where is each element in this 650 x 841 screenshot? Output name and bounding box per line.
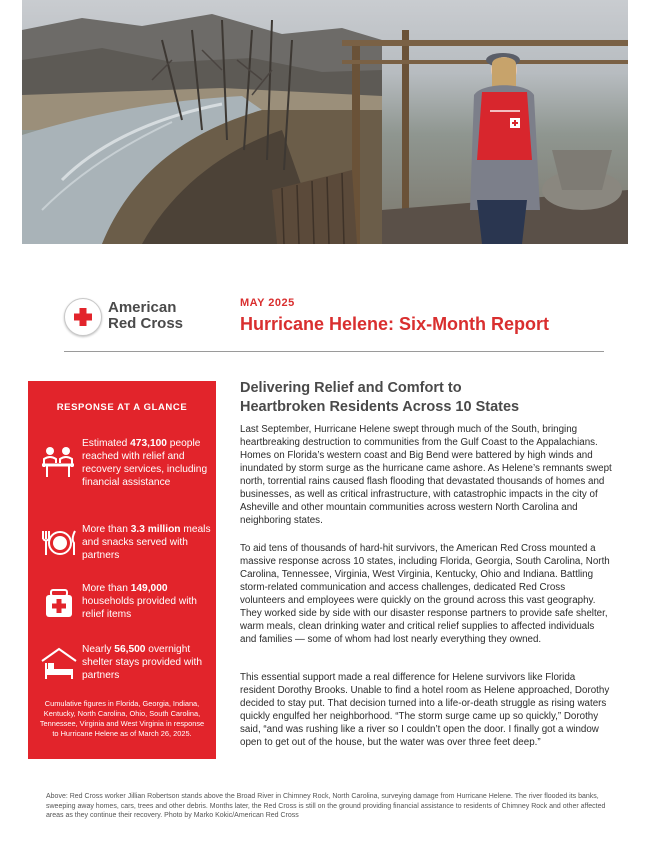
stat-value: 473,100 [130, 438, 167, 449]
article-paragraph-3: This essential support made a real difference for Helene survivors like Florida resident Dorothy Brooks. Unable to find a hotel room as Helene approached, Dorothy decided to stay put. That decision turned into a life-or-death struggle as rising waters quickly engulfed her neighborhood. “The storm surge came up so quickly,” Dorothy said, “and was rushing like a river so I couldn’t open the door. I finally got a window open to get out of the house, but the water was over three feet deep.” [240, 672, 610, 748]
logo-line-2: Red Cross [108, 315, 184, 332]
stat-prefix: More than [82, 583, 131, 594]
stat-suffix: meals and snacks served with partners [82, 524, 211, 561]
photo-caption: Above: Red Cross worker Jillian Robertson stands above the Broad River in Chimney Rock, North Carolina, surveying damage from Hurricane Helene. The river flooded its banks, sweeping away homes, cars, trees and other debris. Months later, the Red Cross is still on the ground providing financial assistance to residents of Chimney Rock and other affected areas as they continue their recovery. Photo by Marko Kokic/American Red Cross [46, 793, 606, 819]
article-title-line-2: Heartbroken Residents Across 10 States [240, 399, 520, 415]
stat-prefix: More than [82, 524, 131, 535]
red-cross-emblem-icon [64, 298, 102, 336]
stat-value: 3.3 million [130, 524, 181, 535]
response-at-a-glance-panel [28, 381, 216, 759]
report-date: MAY 2025 [240, 297, 295, 309]
stat-prefix: Nearly [82, 644, 115, 655]
header-divider [64, 351, 604, 352]
stat-text [82, 643, 212, 682]
stat-suffix: households provided with relief items [82, 596, 197, 620]
stat-suffix: people reached with relief and recovery services, including financial assistance [82, 438, 208, 488]
shelter-bed-icon [38, 641, 82, 685]
stat-text [82, 582, 212, 621]
stat-text [82, 437, 212, 489]
plate-utensils-icon [38, 521, 82, 565]
stat-suffix: overnight shelter stays provided with partners [82, 644, 203, 681]
report-title: Hurricane Helene: Six-Month Report [240, 314, 550, 334]
red-cross-logo [64, 298, 214, 338]
people-reception-icon [38, 441, 82, 485]
logo-wordmark [108, 300, 183, 332]
article-title-line-1: Delivering Relief and Comfort to [240, 380, 462, 396]
article-title [240, 379, 610, 417]
article-paragraph-1: Last September, Hurricane Helene swept through much of the South, bringing heartbreaking destruction to communities from the Gulf Coast to the Appalachians. Homes on Florida’s western coast and Big Bend were battered by high winds and inundated by storm surge as the hurricane came ashore. As Helene’s remnants swept north, torrential rains caused flash flooding that devastated thousands of homes and businesses, as well as critical infrastructure, with catastrophic impacts in the city of Asheville and other mountain communities across western North Carolina and neighboring states. [240, 424, 612, 526]
stat-value: 149,000 [130, 583, 168, 594]
stat-text [82, 523, 212, 562]
logo-line-1: American [108, 299, 177, 316]
hero-photo [22, 0, 628, 244]
article-paragraph-2: To aid tens of thousands of hard-hit survivors, the American Red Cross mounted a massive response across 10 states, including Florida, Georgia, South Carolina, North Carolina, Tennessee, Virginia, West Virginia, Kentucky, Ohio and Indiana. Battling storm-related communication and access challenges, dedicated Red Cross volunteers and employees were quickly on the ground across this vast geography. They worked side by side with our disaster response partners to provide safe shelter, warm meals, clean drinking water and critical relief supplies to affected individuals and families — some of whom had lost nearly everything they owned. [240, 543, 610, 645]
stat-value: 56,500 [114, 644, 146, 655]
relief-kit-icon [38, 582, 82, 626]
panel-heading: RESPONSE AT A GLANCE [56, 402, 188, 413]
cumulative-figures-note: Cumulative figures in Florida, Georgia, Indiana, Kentucky, North Carolina, Ohio, South Carolina, Tennessee, Virginia and West Virginia in response to Hurricane Helene as of March 26, 2025. [39, 699, 205, 738]
stat-prefix: Estimated [82, 438, 131, 449]
